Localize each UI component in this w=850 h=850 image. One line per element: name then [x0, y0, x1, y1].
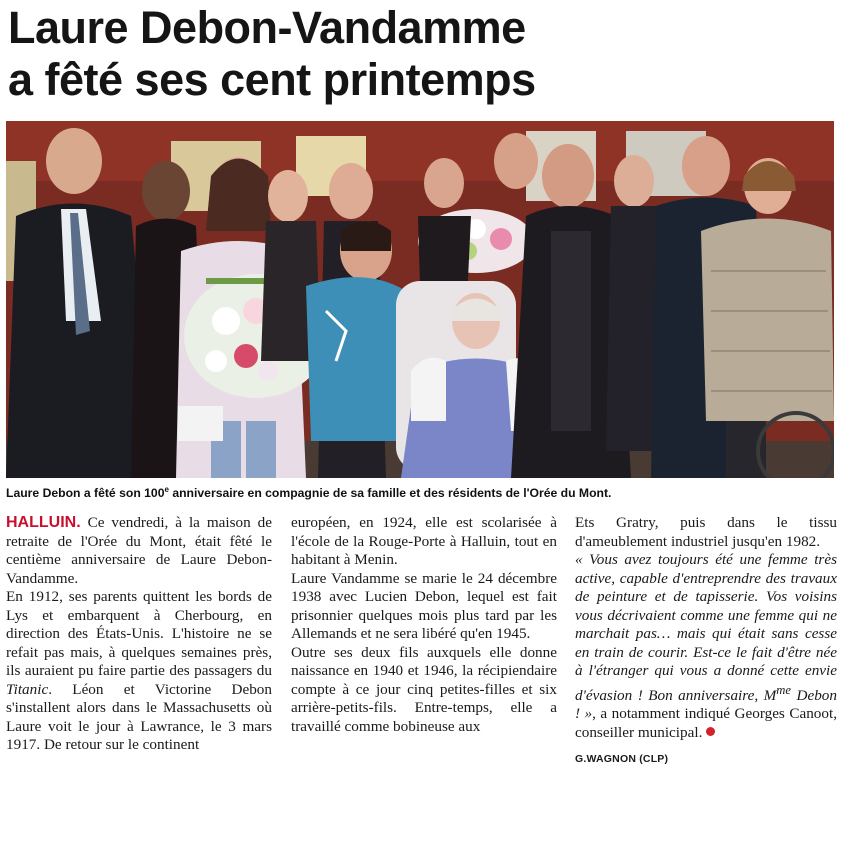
column-1: [6, 514, 272, 755]
headline-line-2: a fêté ses cent printemps: [8, 54, 536, 105]
quote-text: « Vous avez toujours été une femme très active, capable d'entreprendre des travaux de peinture et de tapisserie. Vos voisins vous décrivaient comme une femme qui ne marchait pas… mais qui était sans cesse en train de courir. Est-ce le fait d'être née à l'étranger qui vous a donné cette envie d'évasion ! Bon anniversaire, M: [575, 551, 837, 704]
article-body: [6, 514, 836, 814]
photo-caption: [6, 482, 840, 501]
column-2: [291, 514, 557, 736]
ship-name: Titanic: [6, 680, 49, 698]
paragraph: [6, 514, 272, 588]
paragraph: [6, 588, 272, 755]
byline: G.WAGNON (CLP): [575, 753, 669, 766]
quote: [575, 551, 837, 722]
caption-ordinal: e: [164, 485, 169, 494]
column-3: [575, 514, 837, 769]
lead-text: Ce vendredi, à la maison de retraite de l'Orée du Mont, était fêté le centième anniversaire de Laure Debon-Vandamme.: [6, 514, 272, 587]
end-mark-dot: [706, 727, 715, 736]
dateline: HALLUIN.: [6, 514, 81, 531]
article-photo: [6, 121, 834, 478]
text-run: . Léon et Victorine Debon s'installent alors dans le Massachusetts où Laure voit le jour à Lawrance, le 3 mars 1917. De retour sur le continent: [6, 680, 272, 753]
caption-text-end: anniversaire en compagnie de sa famille et des résidents de l'Orée du Mont.: [168, 486, 612, 501]
text-run: En 1912, ses parents quittent les bords de Lys et embarquent à Cherbourg, en direction des États-Unis. L'histoire ne se refait pas mais, à quelques semaines près, ils auraient pu faire partie des passagers du: [6, 588, 272, 679]
paragraph: Ets Gratry, puis dans le tissu d'ameublement industriel jusqu'en 1982.: [575, 514, 837, 550]
paragraph: Outre ses deux fils auxquels elle donne naissance en 1940 et 1946, la récipiendaire compte à ce jour cinq petites-filles et six arrière-petits-fils. Entre-temps, elle a travaillé comme bobineuse aux: [291, 643, 557, 735]
title-abbrev: me: [776, 682, 792, 697]
paragraph: [575, 551, 837, 742]
paragraph: européen, en 1924, elle est scolarisée à l'école de la Rouge-Porte à Halluin, tout en habitant à Menin.: [291, 514, 557, 568]
quote-text-end: Debon ! »: [575, 686, 837, 723]
headline: [8, 2, 842, 106]
caption-text-start: Laure Debon a fêté son 100: [6, 486, 165, 501]
paragraph: Laure Vandamme se marie le 24 décembre 1938 avec Lucien Debon, lequel est fait prisonnier quelques mois plus tard par les Allemands et ne sera libéré qu'en 1945.: [291, 569, 557, 642]
attribution-text: , a notamment indiqué Georges Canoot, conseiller municipal.: [575, 705, 837, 741]
headline-line-1: Laure Debon-Vandamme: [8, 2, 526, 53]
